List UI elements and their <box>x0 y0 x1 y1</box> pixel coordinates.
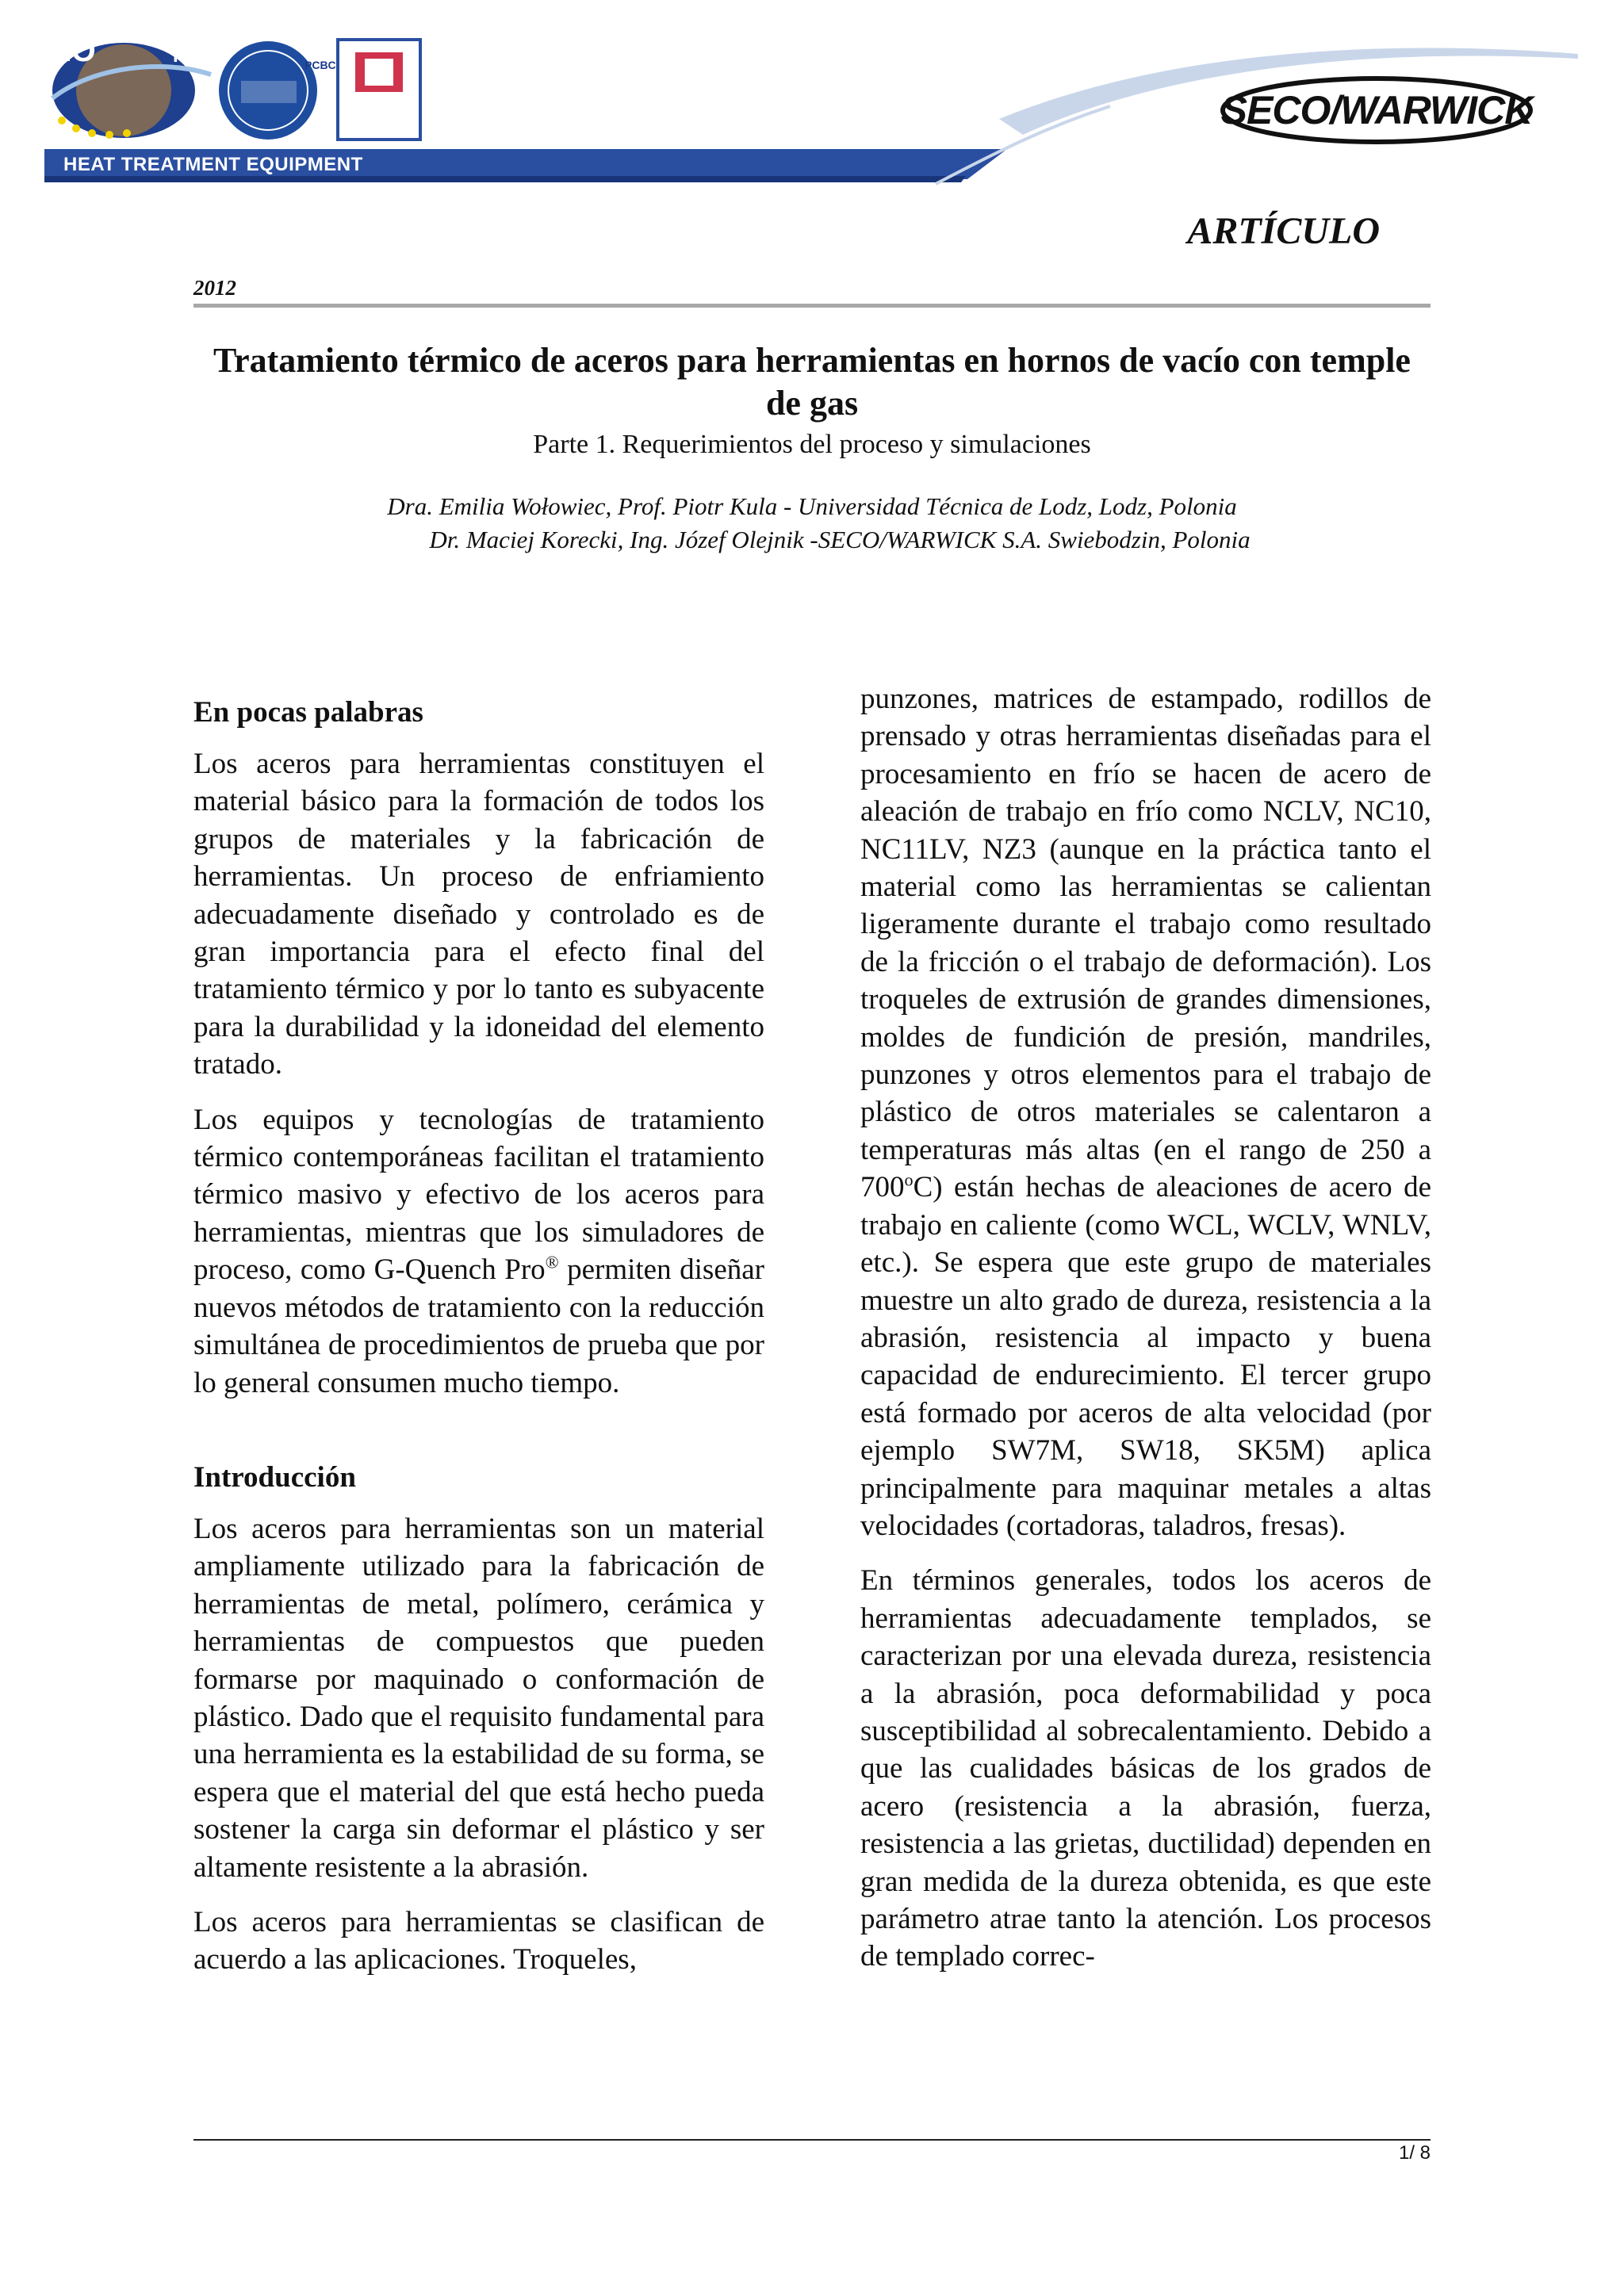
aeo-logo-text: AEO <box>27 33 96 68</box>
right-column <box>860 680 1431 1993</box>
pcbc-logo-icon <box>338 40 420 140</box>
header-divider <box>193 304 1431 308</box>
author-line: Dr. Maciej Korecki, Ing. Józef Olejnik -SECO/WARWICK S.A. Swiebodzin, Polonia <box>429 526 1251 553</box>
article-subtitle: Parte 1. Requerimientos del proceso y simulaciones <box>533 430 1091 459</box>
paragraph: En términos generales, todos los aceros de herramientas adecuadamente templados, se caracterizan por una elevada dureza, resistencia a la abrasión, poca deformabilidad y poca susceptibilidad al sobrecalentamiento. Debido a que las cualidades básicas de los grados de acero (resistencia a la abrasión, fuerza, resistencia a las grietas, ductilidad) dependen en gran medida de la dureza obtenida, es que este parámetro atrae tanto la atención. Los procesos de templado correc- <box>860 1564 1431 1973</box>
page-header <box>0 0 1624 206</box>
footer-divider <box>193 2139 1431 2141</box>
paragraph: Los aceros para herramientas se clasifican de acuerdo a las aplicaciones. Troqueles, <box>193 1905 764 1976</box>
paragraph: Los equipos y tecnologías de tratamiento térmico contemporáneas facilitan el tratamiento térmico masivo y efectivo de los aceros para herramientas, mientras que los simuladores de proceso, como G-Quench Pro® permiten diseñar nuevos métodos de tratamiento con la reducción simultánea de procedimientos de prueba que por lo general consumen mucho tiempo. <box>193 1103 764 1399</box>
article-title: Tratamiento térmico de aceros para herramientas en hornos de vacío con temple de gas <box>213 341 1411 423</box>
page-number: 1/ 8 <box>1398 2142 1431 2164</box>
brand-name: SECO/WARWICK <box>1220 88 1533 132</box>
publication-year: 2012 <box>193 276 236 300</box>
author-line: Dra. Emilia Wołowiec, Prof. Piotr Kula - Universidad Técnica de Lodz, Lodz, Polonia <box>387 492 1237 520</box>
seco-warwick-logo <box>1218 75 1535 146</box>
title-block <box>193 339 1431 557</box>
iqnet-logo-icon <box>219 41 317 140</box>
document-type-label: ARTÍCULO <box>1187 210 1380 252</box>
pcbc-logo-text: PCBC <box>304 59 336 71</box>
paragraph: punzones, matrices de estampado, rodillos de prensado y otras herramientas diseñadas para el procesamiento en frío se hacen de acero de aleación de trabajo en frío como NCLV, NC10, NC11LV, NZ3 (aunque en la práctica tanto el material como las herramientas se calientan ligeramente durante el trabajo como resultado de la fricción o el trabajo de deformación). Los troqueles de extrusión de grandes dimensiones, moldes de fundición de presión, mandriles, punzones y otros elementos para el trabajo de plástico de otros materiales se calentaron a temperaturas más altas (en el rango de 250 a 700$^o$C) están hechas de aleaciones de acero de trabajo en caliente (como WCL, WCLV, WNLV, etc.). Se espera que este grupo de materiales muestre un alto grado de dureza, resistencia a la abrasión, resistencia al impacto y buena capacidad de endurecimiento. El tercer grupo está formado por aceros de alta velocidad (por ejemplo SW7M, SW18, SK5M) aplica principalmente para maquinar metales a altas velocidades (cortadoras, taladros, fresas). <box>860 683 1431 1542</box>
left-column <box>193 694 764 1996</box>
paragraph: Los aceros para herramientas constituyen el material básico para la formación de todos los grupos de materiales y la fabricación de herramientas. Un proceso de enfriamiento adecuadamente diseñado y controlado es de gran importancia para el efecto final del tratamiento térmico y por lo tanto es subyacente para la durabilidad y la idoneidad del elemento tratado. <box>193 748 764 1081</box>
certification-logos <box>44 35 425 146</box>
iqnet-logo-text: IQNet <box>173 45 224 67</box>
author-list <box>193 490 1431 557</box>
paragraph: Los aceros para herramientas son un material ampliamente utilizado para la fabricación de herramientas de metal, polímero, cerámica y herramientas de compuestos que pueden formarse por maquinado o conformación de plástico. Dado que el requisito fundamental para una herramienta es la estabilidad de su forma, se espera que el material del que está hecho pueda sostener la carga sin deformar el plástico y ser altamente resistente a la abrasión. <box>193 1512 764 1884</box>
header-band-label: HEAT TREATMENT EQUIPMENT <box>63 154 363 175</box>
section-heading-introduction: Introducción <box>193 1460 356 1494</box>
section-heading-summary: En pocas palabras <box>193 696 423 729</box>
